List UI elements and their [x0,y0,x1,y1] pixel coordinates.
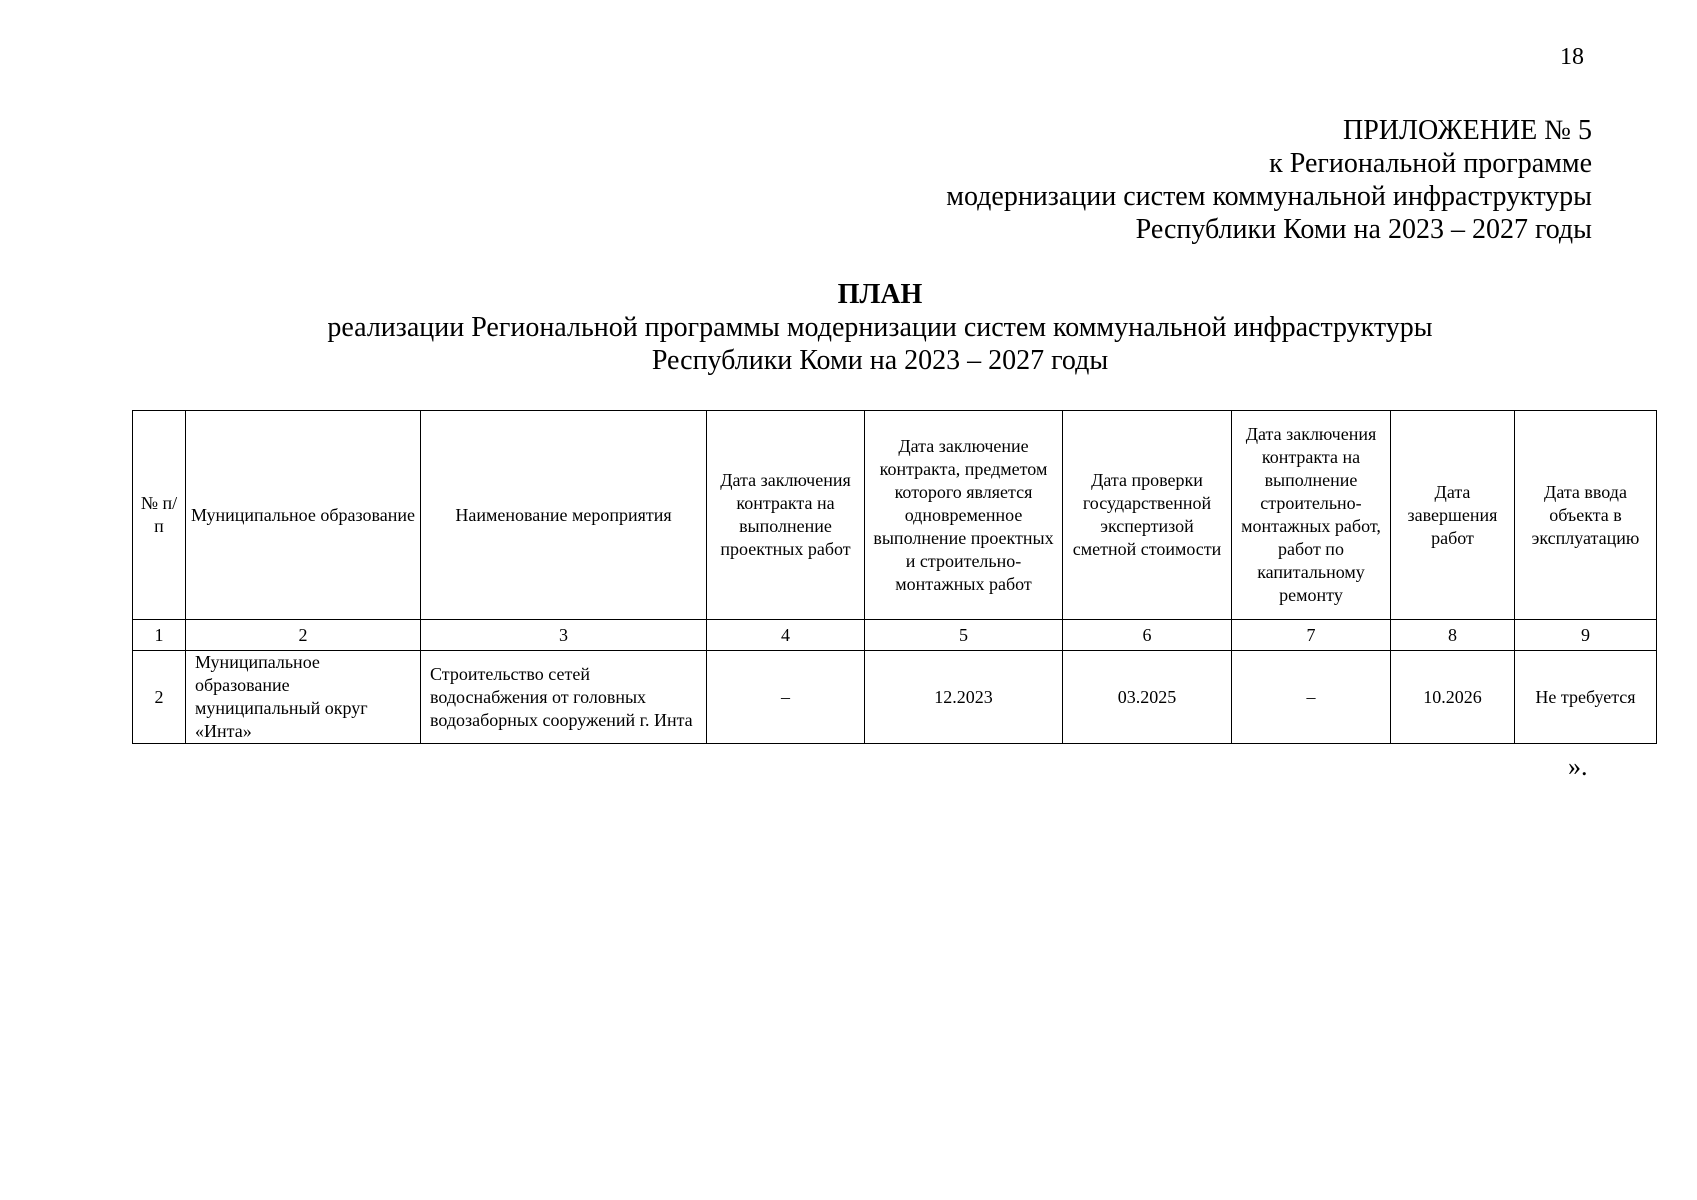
appendix-line-2: к Региональной программе [1269,148,1592,179]
design-contract-date-cell: – [707,651,865,744]
appendix-line-3: модернизации систем коммунальной инфраструктуры [946,181,1592,212]
activity-cell: Строительство сетей водоснабжения от головных водозаборных сооружений г. Инта [421,651,707,744]
column-number: 9 [1515,620,1657,651]
column-number: 6 [1063,620,1232,651]
column-number: 2 [186,620,421,651]
column-number-row [133,620,1657,651]
header-cell: Муниципальное образование [186,411,421,620]
appendix-title: ПРИЛОЖЕНИЕ № 5 [1343,115,1592,146]
plan-heading: ПЛАН [837,279,923,310]
column-number: 3 [421,620,707,651]
appendix-block [946,114,1592,246]
commissioning-date-cell: Не требуется [1515,651,1657,744]
row-number: 2 [133,651,186,744]
closing-quote-mark: ». [1568,752,1588,781]
expertise-date-cell: 03.2025 [1063,651,1232,744]
column-number: 7 [1232,620,1391,651]
header-cell: Дата заключение контракта, предметом которого является одновременное выполнение проектных и строительно-монтажных работ [865,411,1063,620]
header-cell: Дата ввода объекта в эксплуатацию [1515,411,1657,620]
plan-title-block [0,278,1697,377]
combined-contract-date-cell: 12.2023 [865,651,1063,744]
header-cell: Дата проверки государственной экспертизой сметной стоимости [1063,411,1232,620]
header-cell: Дата завершения работ [1391,411,1515,620]
completion-date-cell: 10.2026 [1391,651,1515,744]
column-number: 8 [1391,620,1515,651]
plan-subtitle-1: реализации Региональной программы модернизации систем коммунальной инфраструктуры [327,312,1433,343]
plan-subtitle-2: Республики Коми на 2023 – 2027 годы [651,345,1109,376]
column-number: 4 [707,620,865,651]
table-row [133,651,1657,744]
column-number: 5 [865,620,1063,651]
header-cell: Дата заключения контракта на выполнение проектных работ [707,411,865,620]
page-number: 18 [1560,44,1584,70]
header-cell: Наименование мероприятия [421,411,707,620]
header-cell: Дата заключения контракта на выполнение строительно-монтажных работ, работ по капитальному ремонту [1232,411,1391,620]
table-header-row [133,411,1657,620]
municipality-cell: Муниципальное образование муниципальный округ «Инта» [186,651,421,744]
appendix-line-4: Республики Коми на 2023 – 2027 годы [1135,214,1592,245]
construction-contract-date-cell: – [1232,651,1391,744]
header-cell: № п/п [133,411,186,620]
plan-table [132,410,1657,744]
column-number: 1 [133,620,186,651]
